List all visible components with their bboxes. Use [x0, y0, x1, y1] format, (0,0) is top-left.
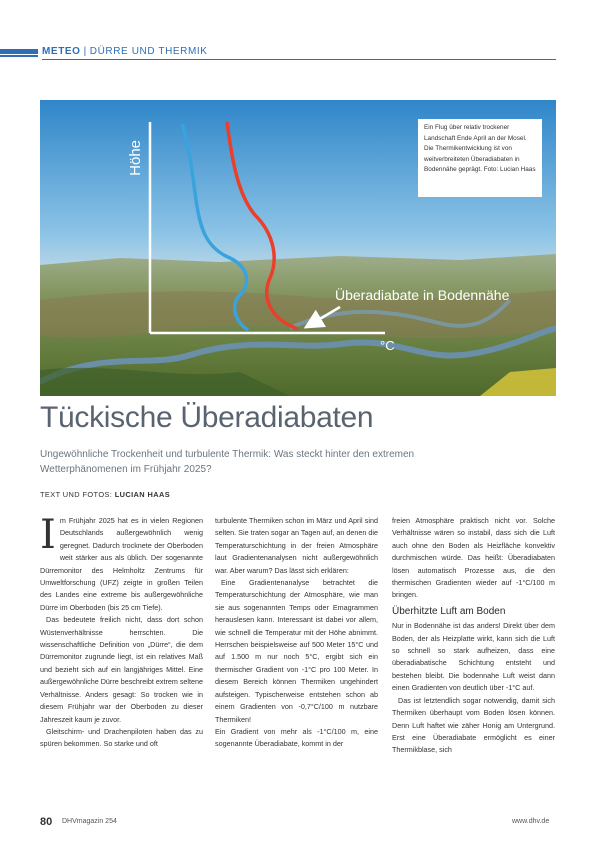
- column-2: [215, 515, 378, 751]
- dropcap: I: [40, 512, 56, 558]
- photo-caption: Ein Flug über relativ trockener Landschaft Ende April an der Mosel. Die Thermikentwicklung ist von weitverbreiteten Überadiabaten in Bodennähe geprägt. Foto: Lucian Haas: [418, 119, 542, 197]
- magazine-issue: DHVmagazin 254: [62, 818, 117, 825]
- column-3: [392, 515, 555, 757]
- paragraph: Nur in Bodennähe ist das anders! Direkt über dem Boden, der als Heizplatte wirkt, kann sich die Luft so schnell so stark aufheizen, dass eine überadiabatische Schichtung entsteht und bestehen bleibt. Die bodennahe Luft weist dann einen Gradienten von deutlich über -1°C auf.: [392, 621, 555, 693]
- paragraph: Ein Gradient von mehr als -1°C/100 m, eine sogenannte Überadiabate, kommt in der: [215, 726, 378, 749]
- top-rule: [42, 59, 556, 60]
- paragraph-text: m Frühjahr 2025 hat es in vielen Regionen Deutschlands außergewöhnlich wenig geregnet. Dadurch trocknete der Oberboden weit stärker aus als üblich. Der sogenannte Dürremonitor des Helmholtz Zentrums für Umweltforschung (UFZ) zeigte in großen Teilen des Landes eine extreme bis außergewöhnliche Dürre im Oberboden (bis 25 cm Tiefe).: [40, 516, 203, 612]
- credits-label: TEXT UND FOTOS:: [40, 490, 113, 499]
- paragraph: Das bedeutete freilich nicht, dass dort schon Wüstenverhältnisse herrschten. Die wissenschaftliche Definition von „Dürre“, die dem Dürremonitor zugrunde liegt, ist ein relatives Maß und bezieht sich auf ein langjähriges Mittel. Eine außergewöhnliche Dürre beschreibt extrem seltene Verhältnisse. Anders gesagt: So trocken wie in diesem Frühjahr war der Oberboden zu dieser Jahreszeit kaum je zuvor.: [40, 615, 203, 724]
- rubric-topic: DÜRRE UND THERMIK: [89, 46, 208, 57]
- rubric-divider: |: [83, 46, 87, 57]
- rubric-bar: [0, 49, 38, 54]
- x-axis-label: °C: [380, 338, 395, 353]
- page-number: 80: [40, 816, 53, 828]
- article-headline: Tückische Überadiabaten: [40, 401, 374, 434]
- section-rubric: [42, 46, 208, 57]
- paragraph: turbulente Thermiken schon im März und April sind selten. Sie traten sogar an Tagen auf, an denen die Temperaturschichtung in der freien Atmosphäre laut Gradientenanalysen nicht außergewöhnlich war. Aber warum? Das lässt sich erklären:: [215, 516, 378, 575]
- paragraph: freien Atmosphäre praktisch nicht vor. Solche Verhältnisse wären so instabil, dass sich die Luft auch ohne den Boden als Heizfläche konvektiv durchmischen würde. Das heißt: Überadiabaten lösen automatisch Prozesse aus, die den thermischen Gradienten wieder auf -1°C/100 m bringen.: [392, 516, 555, 600]
- rubric-bar-thin: [0, 55, 38, 57]
- paragraph: [40, 512, 203, 614]
- annotation-label: Überadiabate in Bodennähe: [335, 287, 510, 303]
- paragraph: Gleitschirm- und Drachenpiloten haben das zu spüren bekommen. So starke und oft: [40, 726, 203, 749]
- paragraph: Eine Gradientenanalyse betrachtet die Temperaturschichtung der Atmosphäre, wie man sie aus sogenannten Temps oder Emagrammen herauslesen kann. Interessant ist dabei vor allem, wie schnell die Temperatur mit der Höhe abnimmt. Herrschen beispielsweise auf 500 Meter 15°C und auf 1.500 m nur noch 5°C, ergibt sich ein thermischer Gradient von -1°C pro 100 Meter. In diesem Bereich können Thermiken ungehindert aufsteigen. Typischerweise entstehen schon ab einem Gradienten von -0,7°C/100 m nutzbare Thermiken!: [215, 578, 378, 724]
- credits-author: LUCIAN HAAS: [114, 490, 171, 499]
- paragraph: Das ist letztendlich sogar notwendig, damit sich Thermiken überhaupt vom Boden lösen können. Denn Luft haftet wie zäher Honig am Untergrund. Erst eine Überadiabate ermöglicht es einer Thermikblase, sich: [392, 695, 555, 755]
- column-1: [40, 512, 203, 751]
- article-credits: [40, 490, 170, 499]
- y-axis-label: Höhe: [127, 140, 144, 176]
- subheading: Überhitzte Luft am Boden: [392, 605, 506, 617]
- rubric-section: METEO: [42, 46, 81, 57]
- website-url[interactable]: www.dhv.de: [512, 818, 550, 825]
- article-subhead: Ungewöhnliche Trockenheit und turbulente Thermik: Was steckt hinter den extremen Wetterphänomenen im Frühjahr 2025?: [40, 449, 415, 475]
